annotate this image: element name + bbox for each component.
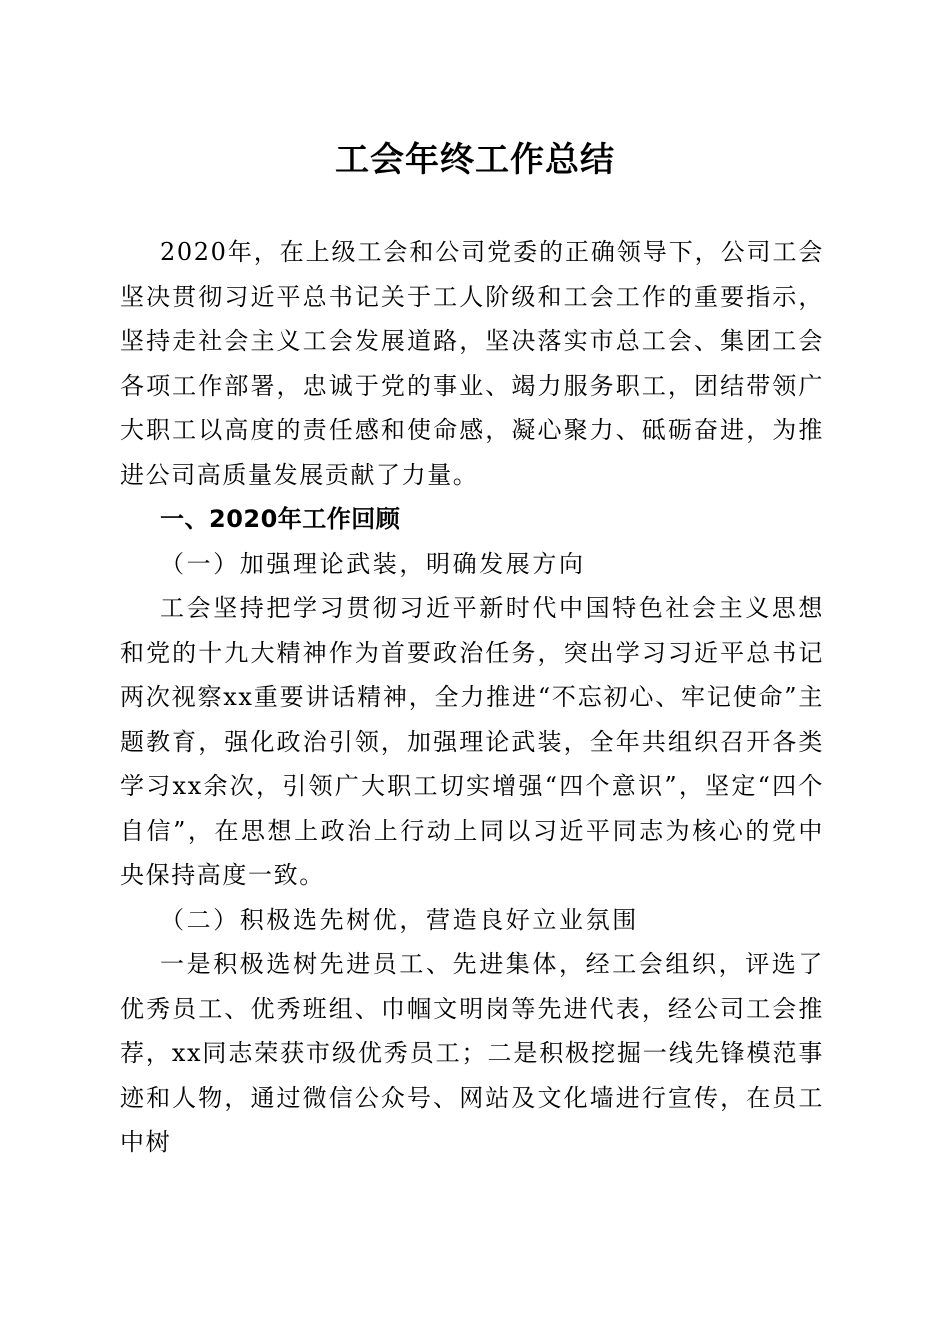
subsection-heading: （二）积极选先树优，营造良好立业氛围: [160, 905, 639, 934]
subsection-heading: （一）加强理论武装，明确发展方向: [160, 549, 586, 578]
subsection-paragraph: 一是积极选树先进员工、先进集体，经工会组织，评选了优秀员工、优秀班组、巾帼文明岗等先进代表，经公司工会推荐，xx同志荣获市级优秀员工；二是积极挖掘一线先锋模范事迹和人物，通过微信公众号、网站及文化墙进行宣传，在员工中树: [120, 950, 824, 1156]
document-body: [120, 230, 824, 1165]
section-heading: 一、2020年工作回顾: [160, 505, 401, 533]
document-title: 工会年终工作总结: [335, 140, 615, 180]
subsection-paragraph: 工会坚持把学习贯彻习近平新时代中国特色社会主义思想和党的十九大精神作为首要政治任务，突出学习习近平总书记两次视察xx重要讲话精神，全力推进“不忘初心、牢记使命”主题教育，强化政治引领，加强理论武装，全年共组织召开各类学习xx余次，引领广大职工切实增强“四个意识”，坚定“四个自信”，在思想上政治上行动上同以习近平同志为核心的党中央保持高度一致。: [120, 594, 824, 889]
intro-paragraph: 2020年，在上级工会和公司党委的正确领导下，公司工会坚决贯彻习近平总书记关于工人阶级和工会工作的重要指示，坚持走社会主义工会发展道路，坚决落实市总工会、集团工会各项工作部署，忠诚于党的事业、竭力服务职工，团结带领广大职工以高度的责任感和使命感，凝心聚力、砥砺奋进，为推进公司高质量发展贡献了力量。: [120, 238, 824, 489]
